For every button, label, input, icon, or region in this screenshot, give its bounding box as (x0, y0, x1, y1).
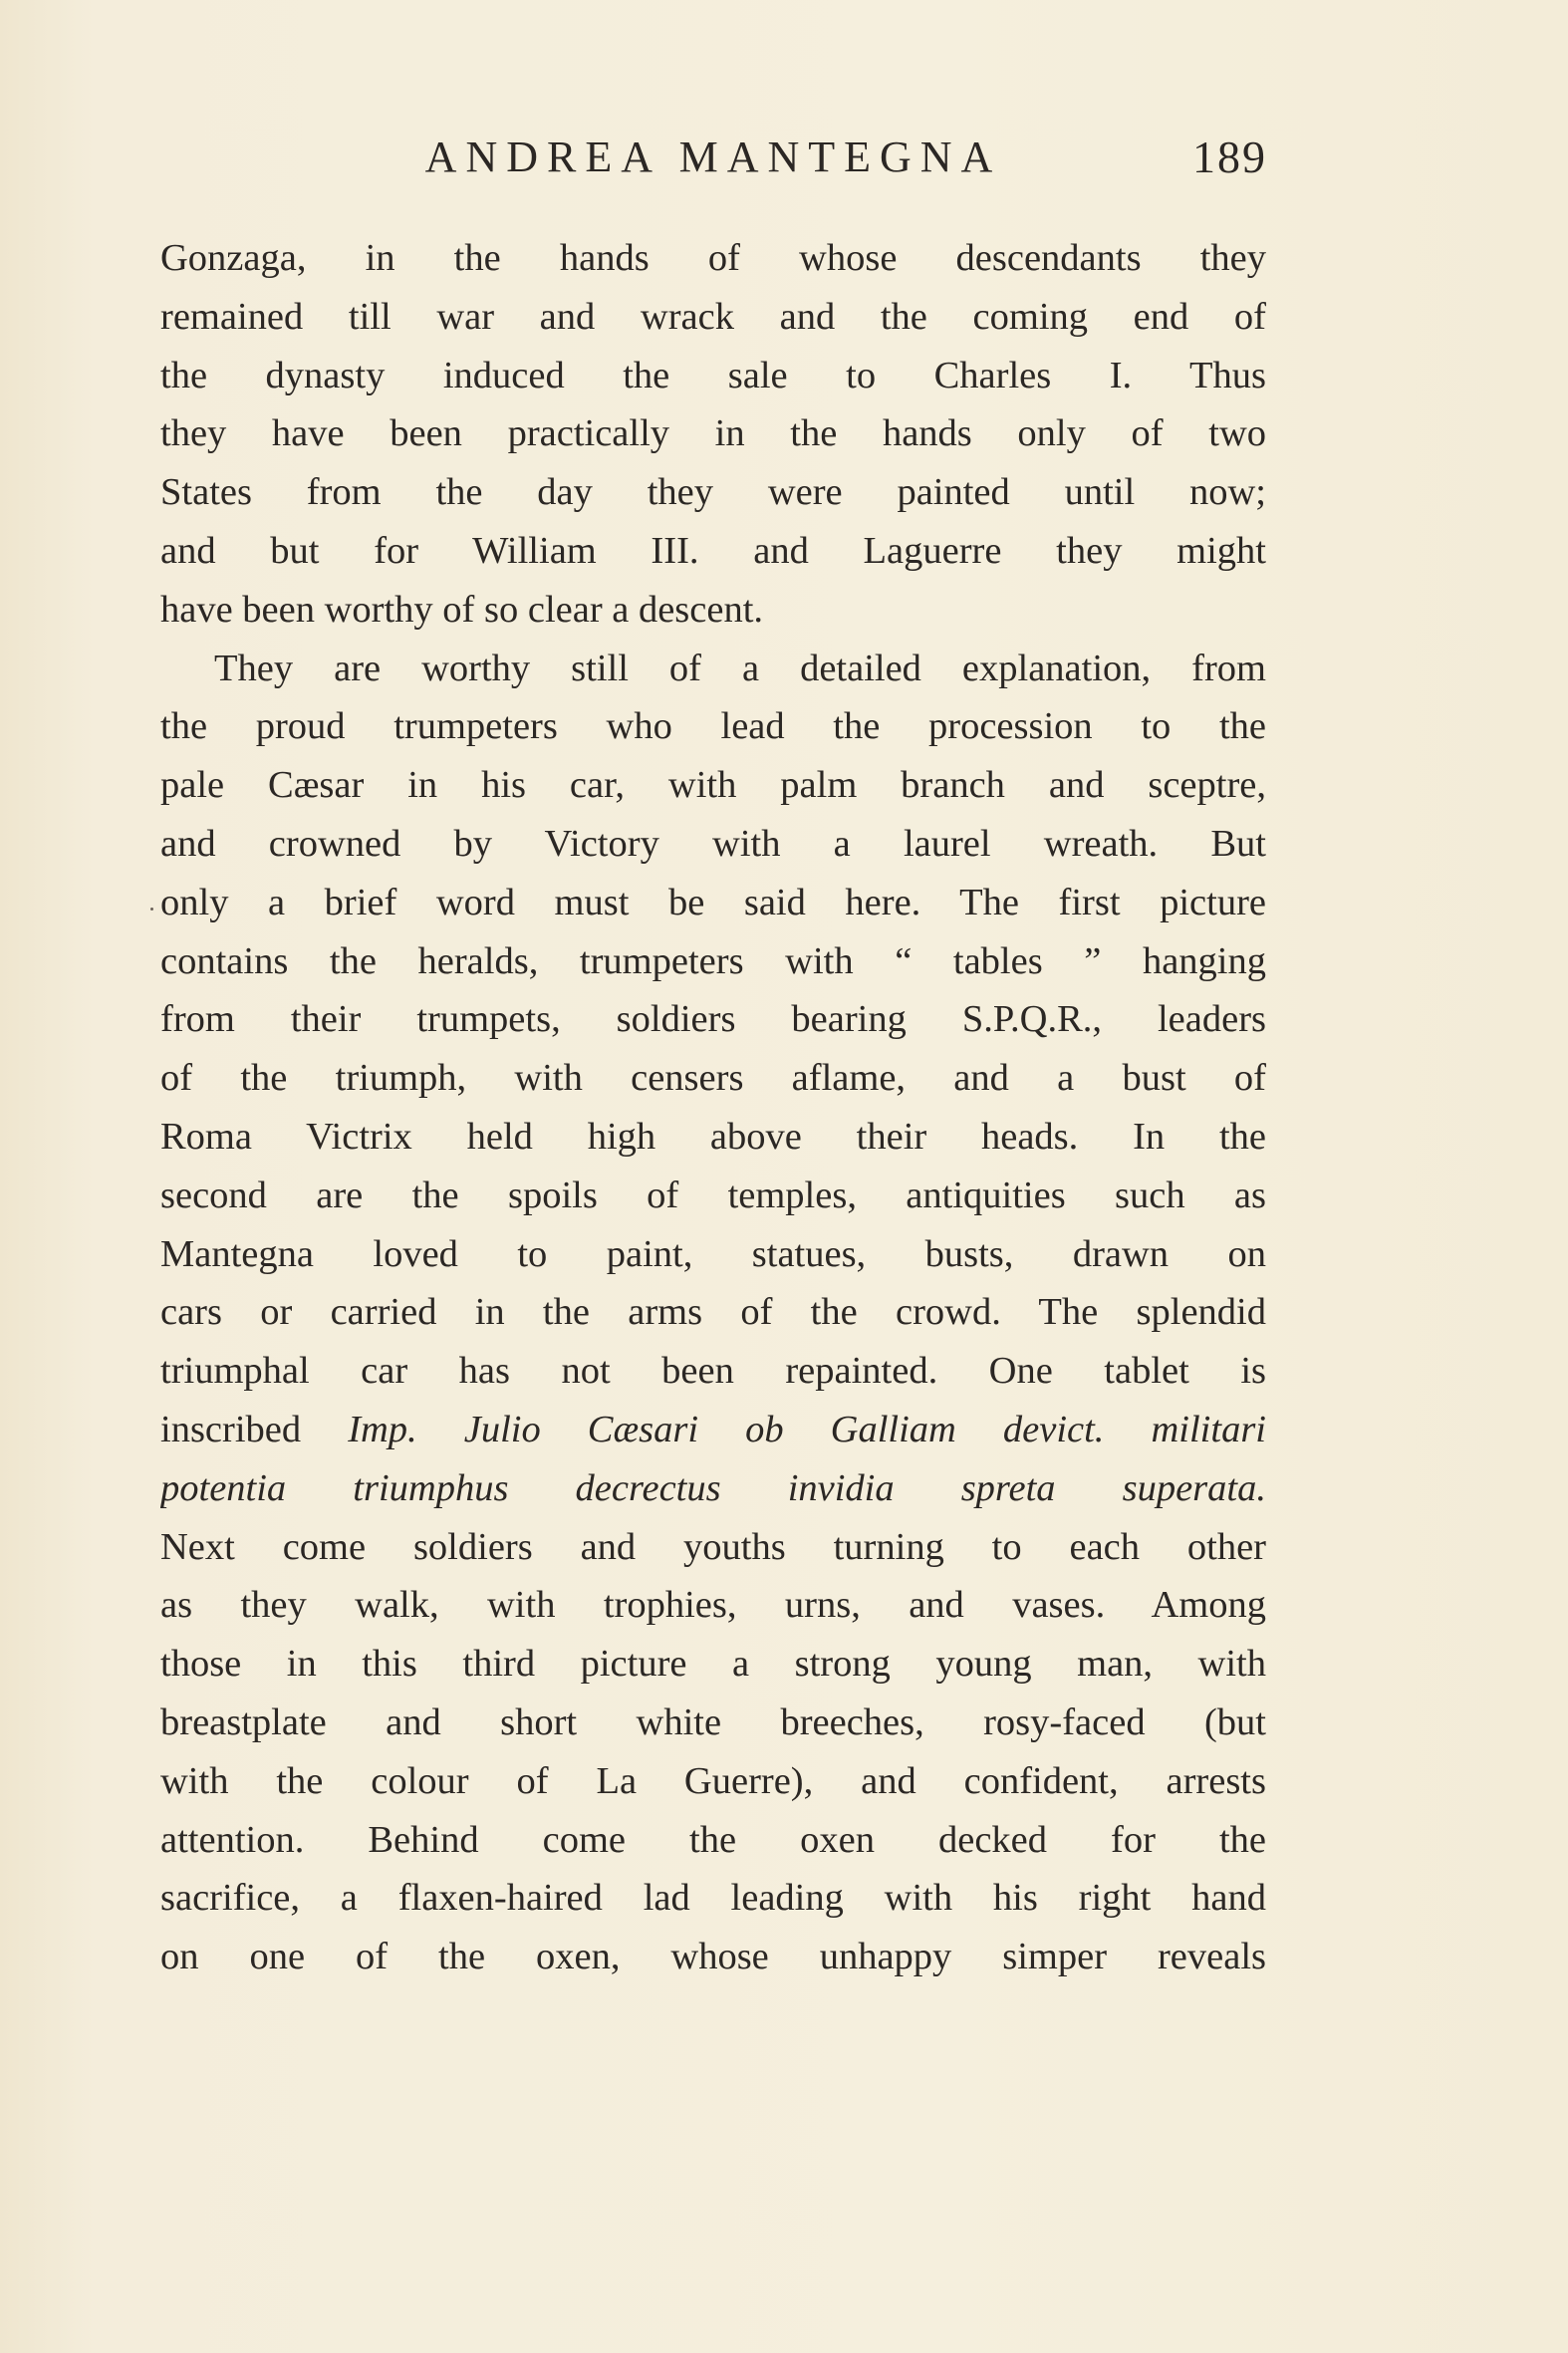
text-line: cars or carried in the arms of the crowd. The splendid (160, 1291, 1266, 1334)
text-line: Mantegna loved to paint, statues, busts, drawn on (160, 1232, 1266, 1275)
text-line: Gonzaga, in the hands of whose descendants they (160, 237, 1266, 279)
inscription-intro: inscribed (160, 1408, 349, 1450)
paragraph-1 (160, 229, 1266, 640)
text-line: on one of the oxen, whose unhappy simper reveals (160, 1936, 1266, 1978)
text-line: those in this third picture a strong young man, with (160, 1643, 1266, 1686)
text-line: and crowned by Victory with a laurel wreath. But (160, 822, 1266, 865)
running-head (159, 128, 1267, 187)
text-line: the dynasty induced the sale to Charles I. Thus (160, 354, 1266, 396)
text-line: sacrifice, a flaxen-haired lad leading with his right hand (160, 1877, 1266, 1920)
text-line-inscription-end (160, 1459, 1266, 1518)
text-line: they have been practically in the hands only of two (160, 412, 1266, 455)
paper-speck (150, 908, 153, 911)
text-line: second are the spoils of temples, antiquities such as (160, 1174, 1266, 1216)
text-line: States from the day they were painted until now; (160, 471, 1266, 514)
page-number: 189 (1192, 131, 1267, 182)
paragraph-2 (160, 640, 1266, 1986)
text-line: remained till war and wrack and the coming end of (160, 295, 1266, 338)
text-line: as they walk, with trophies, urns, and vases. Among (160, 1584, 1266, 1627)
text-line: with the colour of La Guerre), and confident, arrests (160, 1759, 1266, 1802)
text-line: attention. Behind come the oxen decked for the (160, 1818, 1266, 1861)
text-line: breastplate and short white breeches, rosy-faced (but (160, 1700, 1266, 1743)
latin-inscription-part-1: Imp. Julio Cæsari ob Galliam devict. militari (348, 1408, 1266, 1450)
text-line: and but for William III. and Laguerre they might (160, 529, 1266, 572)
text-line: pale Cæsar in his car, with palm branch and sceptre, (160, 764, 1266, 807)
body-text (160, 229, 1266, 1986)
text-line-inscription-start (160, 1401, 1266, 1459)
latin-inscription-part-2: potentia triumphus decrectus invidia spreta superata. (160, 1466, 1266, 1509)
text-line: They are worthy still of a detailed explanation, from (214, 647, 1266, 689)
text-line: the proud trumpeters who lead the procession to the (160, 705, 1266, 748)
text-line: of the triumph, with censers aflame, and a bust of (160, 1057, 1266, 1100)
text-line: Roma Victrix held high above their heads. In the (160, 1115, 1266, 1158)
text-line: Next come soldiers and youths turning to each other (160, 1525, 1266, 1568)
text-line: have been worthy of so clear a descent. (160, 588, 764, 631)
text-line: triumphal car has not been repainted. One tablet is (160, 1350, 1266, 1393)
running-title: ANDREA MANTEGNA (424, 132, 1002, 181)
text-line: contains the heralds, trumpeters with “ tables ” hanging (160, 939, 1266, 982)
text-line: from their trumpets, soldiers bearing S.P.Q.R., leaders (160, 998, 1266, 1041)
text-line: only a brief word must be said here. The first picture (160, 881, 1266, 923)
